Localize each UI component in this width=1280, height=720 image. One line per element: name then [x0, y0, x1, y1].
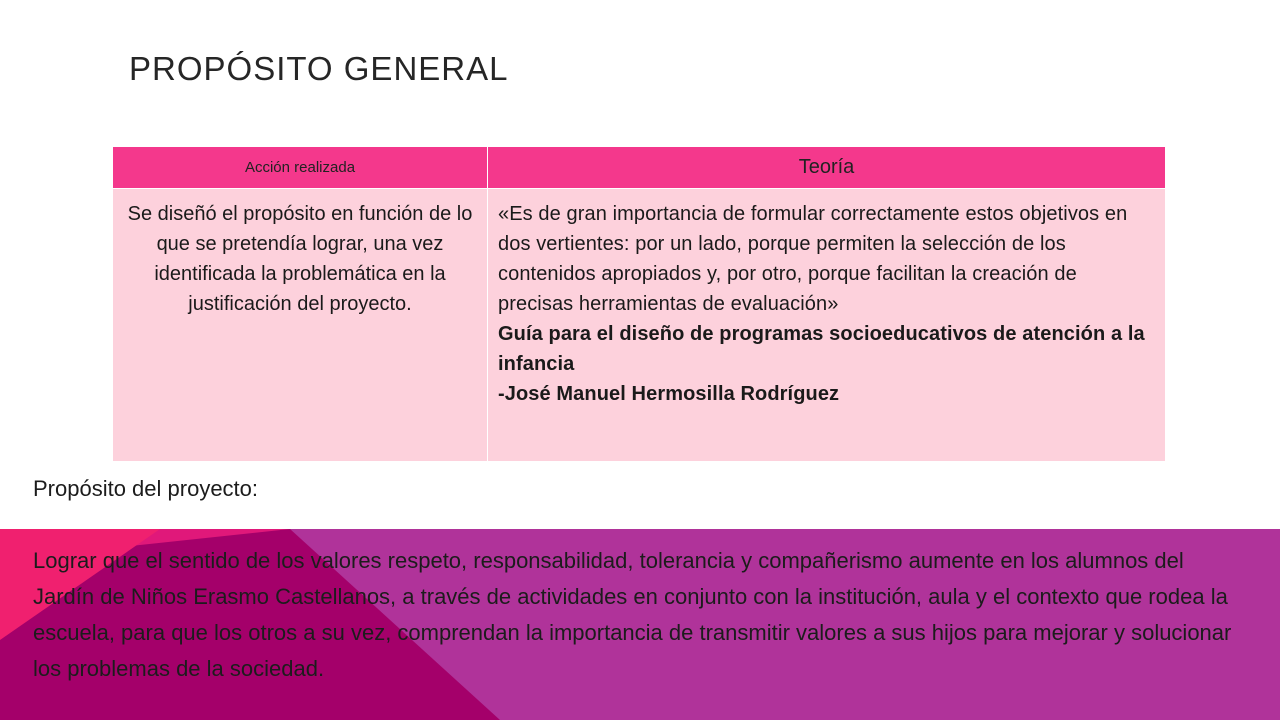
theory-source: Guía para el diseño de programas socioeducativos de atención a la infancia — [498, 323, 1145, 375]
header-teoria: Teoría — [488, 147, 1166, 189]
theory-author: -José Manuel Hermosilla Rodríguez — [498, 383, 840, 405]
table-header-row — [113, 147, 1166, 189]
theory-quote: «Es de gran importancia de formular correctamente estos objetivos en dos vertientes: por un lado, porque permiten la selección de los contenidos apropiados y, por otro, porque facilitan la creación de precisas herramientas de evaluación» — [498, 203, 1128, 315]
page-title: PROPÓSITO GENERAL — [129, 50, 509, 87]
project-purpose-label: Propósito del proyecto: — [33, 476, 259, 501]
theory-cell — [488, 189, 1166, 462]
project-purpose-text: Lograr que el sentido de los valores respeto, responsabilidad, tolerancia y compañerismo aumente en los alumnos del Jardín de Niños Erasmo Castellanos, a través de actividades en conjunto con la institución, aula y el contexto que rodea la escuela, para que los otros a su vez, comprendan la importancia de transmitir valores a sus hijos para mejorar y solucionar los problemas de la sociedad. — [33, 548, 1232, 681]
table-row — [113, 189, 1166, 462]
header-accion: Acción realizada — [113, 147, 488, 189]
action-cell: Se diseñó el propósito en función de lo que se pretendía lograr, una vez identificada la problemática en la justificación del proyecto. — [113, 189, 488, 462]
action-theory-table — [112, 146, 1166, 462]
